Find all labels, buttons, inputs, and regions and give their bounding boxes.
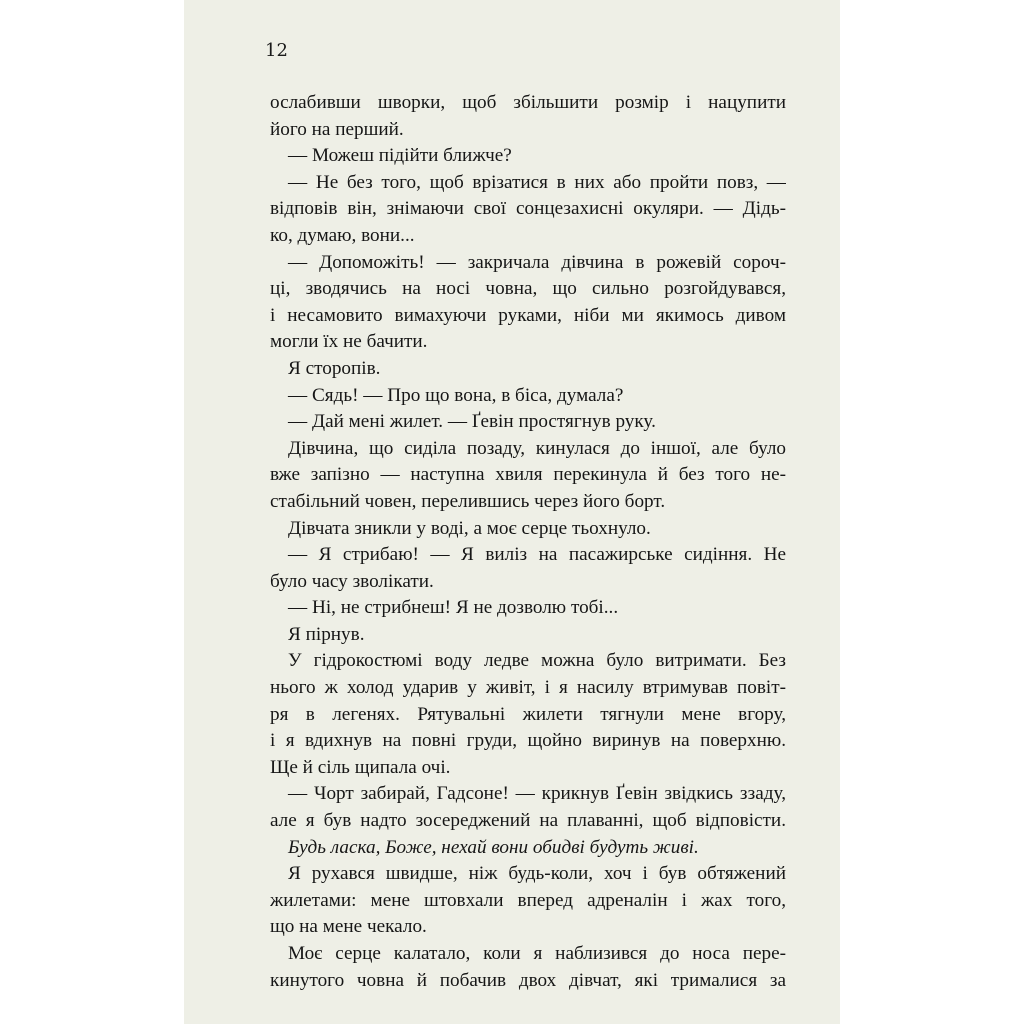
text-line: — Не без того, щоб врізатися в них або пройти повз, —: [288, 171, 786, 193]
text-line: Я сторопів.: [288, 357, 381, 379]
text-line: могли їх не бачити.: [270, 331, 428, 353]
text-line: ці, зводячись на носі човна, що сильно розгойдувався,: [270, 278, 786, 300]
text-line: У гідрокостюмі воду ледве можна було витримати. Без: [288, 650, 786, 672]
text-line: кинутого човна й побачив двох дівчат, які трималися за: [270, 969, 786, 991]
text-line: жилетами: мене штовхали вперед адреналін і жах того,: [270, 889, 786, 911]
text-line: Я пірнув.: [288, 623, 365, 645]
text-line: було часу зволікати.: [270, 570, 434, 592]
text-line: Дівчата зникли у воді, а моє серце тьохнуло.: [288, 517, 651, 539]
text-line: ря в легенях. Рятувальні жилети тягнули мене вгору,: [270, 703, 786, 725]
text-line: Моє серце калатало, коли я наблизився до носа пере-: [288, 943, 786, 964]
text-line: стабільний човен, перелившись через його борт.: [270, 490, 666, 512]
text-line: Я рухався швидше, ніж будь-коли, хоч і був обтяжений: [288, 863, 786, 885]
text-line: — Сядь! — Про що вона, в біса, думала?: [288, 384, 624, 406]
text-line: — Можеш підійти ближче?: [288, 145, 512, 167]
text-line: нього ж холод ударив у живіт, і я насилу втримував повіт-: [270, 677, 786, 699]
text-line: — Чорт забирай, Гадсоне! — крикнув Ґевін звідкись ззаду,: [288, 783, 786, 805]
page-number: 12: [265, 40, 288, 61]
text-line: його на перший.: [270, 118, 404, 140]
text-line: і я вдихнув на повні груди, щойно виринув на поверхню.: [270, 730, 786, 752]
text-line: ко, думаю, вони...: [270, 224, 415, 246]
text-line: Ще й сіль щипала очі.: [270, 756, 451, 778]
text-line: — Ні, не стрибнеш! Я не дозволю тобі...: [288, 597, 619, 619]
text-line: — Я стрибаю! — Я виліз на пасажирське сидіння. Не: [288, 544, 786, 566]
text-line: — Дай мені жилет. — Ґевін простягнув руку.: [288, 411, 656, 433]
text-line: що на мене чекало.: [270, 916, 427, 938]
text-line: Дівчина, що сиділа позаду, кинулася до іншої, але було: [288, 437, 786, 459]
text-line: ослабивши шворки, щоб збільшити розмір і нацупити: [270, 92, 786, 113]
book-page: [184, 0, 840, 1024]
body-text: [270, 90, 786, 994]
text-line: Будь ласка, Боже, нехай вони обидві будуть живі.: [288, 836, 699, 858]
text-line: відповів він, знімаючи свої сонцезахисні окуляри. — Дідь-: [270, 198, 786, 220]
text-line: але я був надто зосереджений на плаванні, щоб відповісти.: [270, 810, 786, 832]
text-line: — Допоможіть! — закричала дівчина в рожевій сороч-: [288, 251, 786, 273]
text-line: і несамовито вимахуючи руками, ніби ми якимось дивом: [270, 304, 786, 326]
text-line: вже запізно — наступна хвиля перекинула й без того не-: [270, 464, 786, 486]
